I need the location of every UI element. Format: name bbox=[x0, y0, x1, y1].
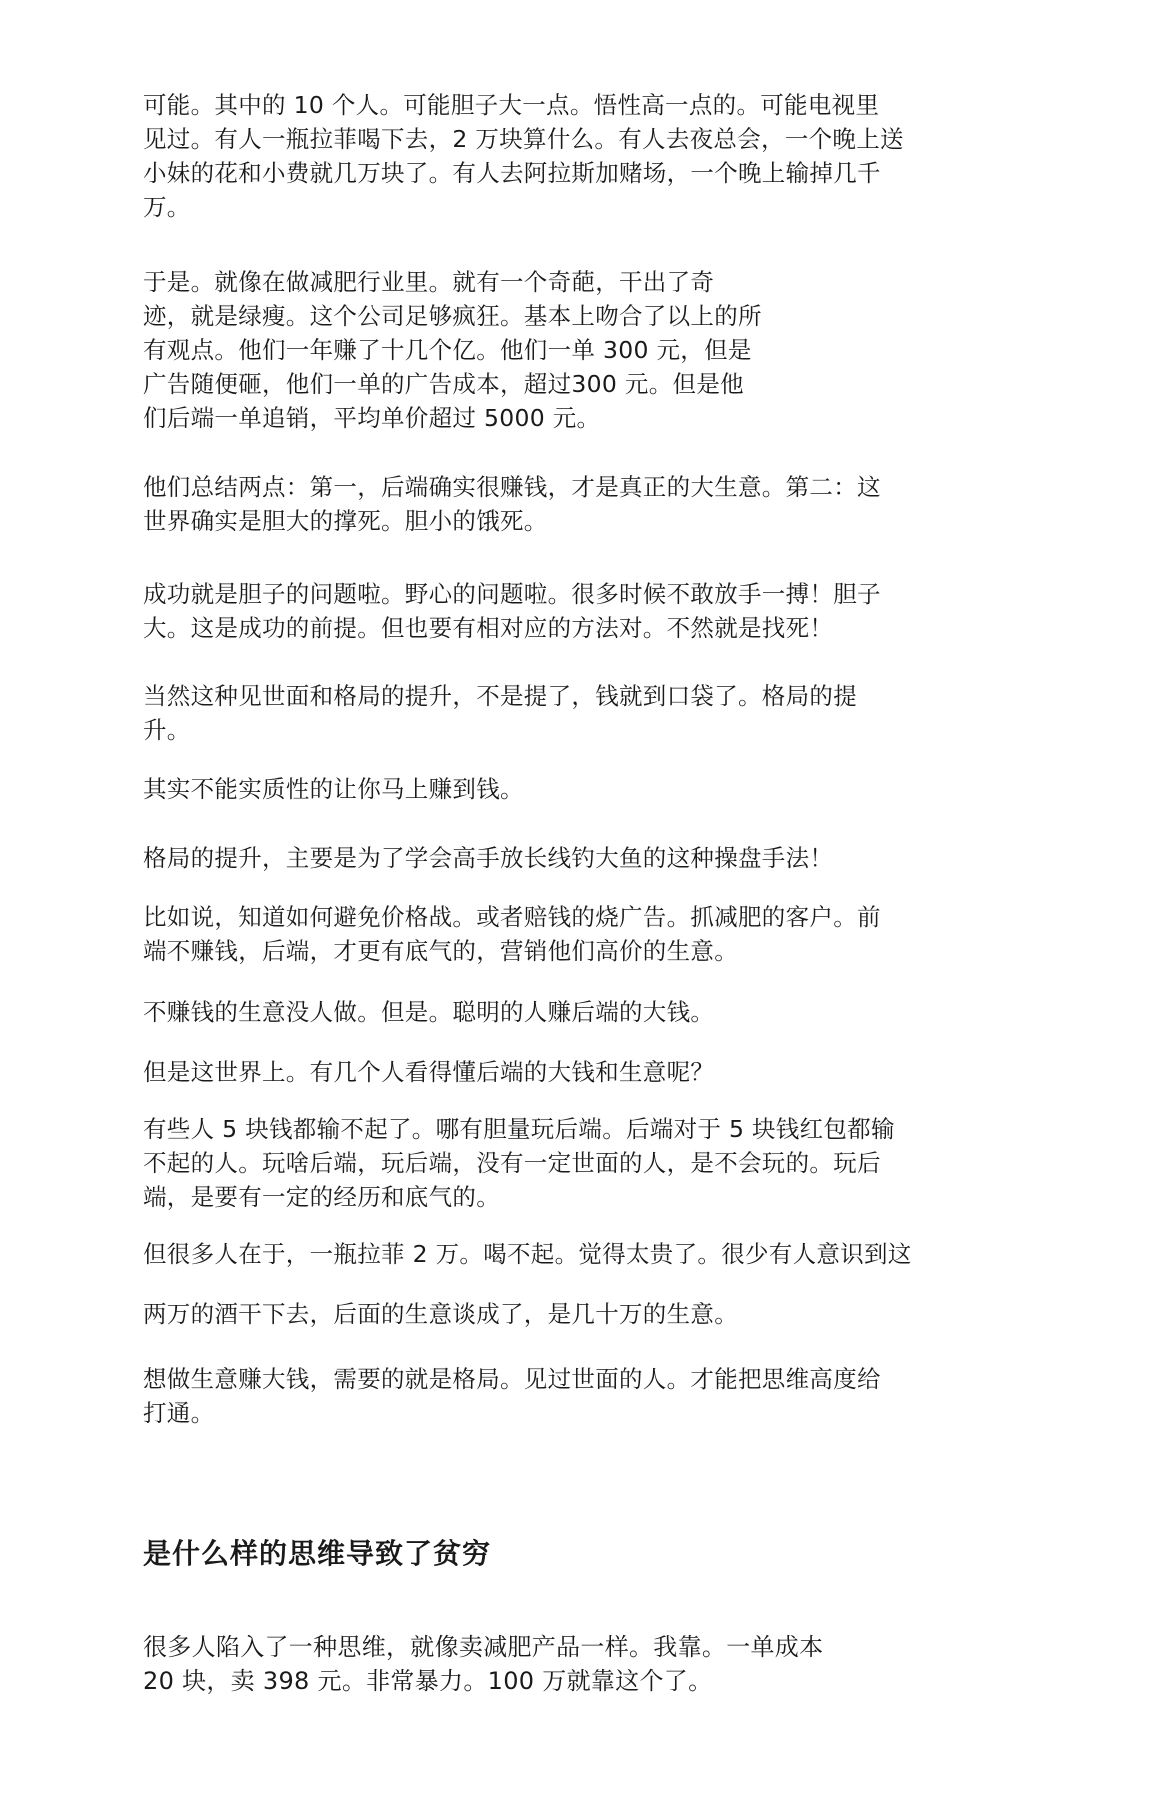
paragraph-13 bbox=[143, 1297, 738, 1331]
text-line: 于是。就像在做减肥行业里。就有一个奇葩，干出了奇 bbox=[143, 268, 715, 296]
text-line: 很多人陷入了一种思维，就像卖减肥产品一样。我靠。一单成本 bbox=[143, 1633, 824, 1661]
text-line: 可能。其中的 10 个人。可能胆子大一点。悟性高一点的。可能电视里 bbox=[143, 91, 880, 119]
text-line: 大。这是成功的前提。但也要有相对应的方法对。不然就是找死！ bbox=[143, 614, 834, 642]
text-line: 升。 bbox=[143, 716, 191, 744]
text-line: 成功就是胆子的问题啦。野心的问题啦。很多时候不敢放手一搏！胆子 bbox=[143, 580, 881, 608]
paragraph-15 bbox=[143, 1630, 823, 1698]
text-line: 比如说，知道如何避免价格战。或者赔钱的烧广告。抓减肥的客户。前 bbox=[143, 903, 881, 931]
text-line: 们后端一单追销，平均单价超过 5000 元。 bbox=[143, 404, 601, 432]
text-line: 有些人 5 块钱都输不起了。哪有胆量玩后端。后端对于 5 块钱红包都输 bbox=[143, 1115, 895, 1143]
text-line: 20 块，卖 398 元。非常暴力。100 万就靠这个了。 bbox=[143, 1667, 713, 1695]
text-line: 端不赚钱，后端，才更有底气的，营销他们高价的生意。 bbox=[143, 937, 738, 965]
text-line: 打通。 bbox=[143, 1399, 215, 1427]
paragraph-4 bbox=[143, 577, 881, 645]
text-line: 见过。有人一瓶拉菲喝下去，2 万块算什么。有人去夜总会，一个晚上送 bbox=[143, 125, 904, 153]
text-line: 但很多人在于，一瓶拉菲 2 万。喝不起。觉得太贵了。很少有人意识到这 bbox=[143, 1240, 912, 1268]
paragraph-3 bbox=[143, 470, 881, 538]
text-line: 想做生意赚大钱，需要的就是格局。见过世面的人。才能把思维高度给 bbox=[143, 1365, 881, 1393]
paragraph-5 bbox=[143, 679, 857, 747]
paragraph-8 bbox=[143, 900, 881, 968]
paragraph-10 bbox=[143, 1055, 714, 1089]
text-line: 端，是要有一定的经历和底气的。 bbox=[143, 1183, 500, 1211]
text-line: 不起的人。玩啥后端，玩后端，没有一定世面的人，是不会玩的。玩后 bbox=[143, 1149, 881, 1177]
paragraph-12 bbox=[143, 1237, 912, 1271]
text-line: 不赚钱的生意没人做。但是。聪明的人赚后端的大钱。 bbox=[143, 998, 715, 1026]
text-line: 当然这种见世面和格局的提升，不是提了，钱就到口袋了。格局的提 bbox=[143, 682, 857, 710]
text-line: 万。 bbox=[143, 193, 191, 221]
text-line: 格局的提升，主要是为了学会高手放长线钓大鱼的这种操盘手法！ bbox=[143, 844, 834, 872]
text-line: 小妹的花和小费就几万块了。有人去阿拉斯加赌场，一个晚上输掉几千 bbox=[143, 159, 881, 187]
text-line: 有观点。他们一年赚了十几个亿。他们一单 300 元，但是 bbox=[143, 336, 752, 364]
paragraph-9 bbox=[143, 995, 714, 1029]
paragraph-1 bbox=[143, 88, 904, 224]
text-line: 两万的酒干下去，后面的生意谈成了，是几十万的生意。 bbox=[143, 1300, 738, 1328]
section-heading: 是什么样的思维导致了贫穷 bbox=[143, 1537, 492, 1570]
text-line: 广告随便砸，他们一单的广告成本，超过300 元。但是他 bbox=[143, 370, 744, 398]
paragraph-7 bbox=[143, 841, 833, 875]
text-line: 迹，就是绿瘦。这个公司足够疯狂。基本上吻合了以上的所 bbox=[143, 302, 762, 330]
paragraph-2 bbox=[143, 265, 762, 435]
paragraph-14 bbox=[143, 1362, 881, 1430]
text-line: 世界确实是胆大的撑死。胆小的饿死。 bbox=[143, 507, 548, 535]
text-line: 其实不能实质性的让你马上赚到钱。 bbox=[143, 775, 524, 803]
paragraph-6 bbox=[143, 772, 524, 806]
paragraph-11 bbox=[143, 1112, 895, 1214]
text-line: 但是这世界上。有几个人看得懂后端的大钱和生意呢？ bbox=[143, 1058, 715, 1086]
text-line: 他们总结两点：第一，后端确实很赚钱，才是真正的大生意。第二：这 bbox=[143, 473, 881, 501]
